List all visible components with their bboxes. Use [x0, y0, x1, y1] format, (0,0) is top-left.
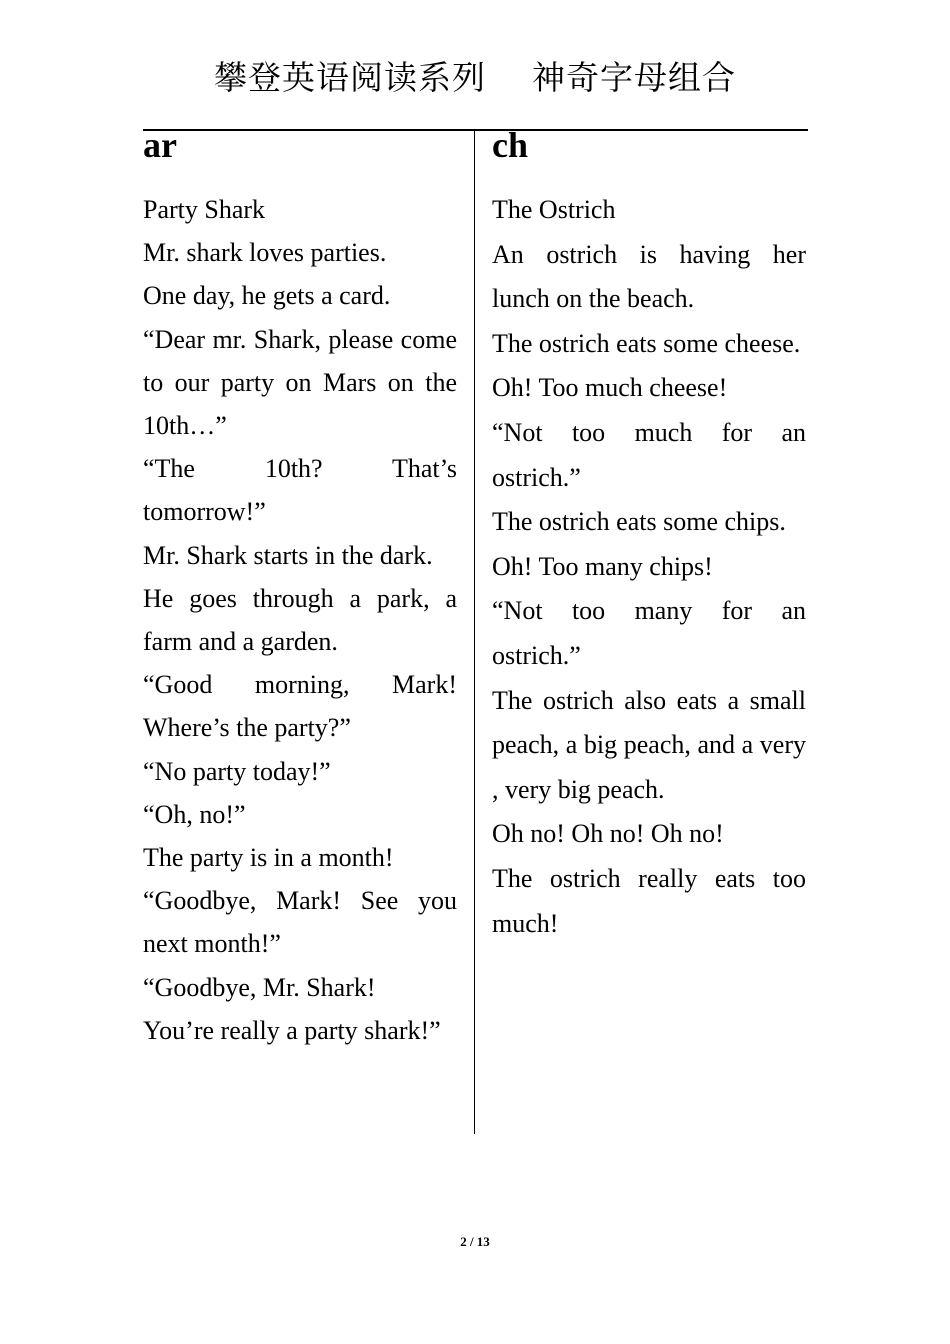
story-line: Mr. Shark starts in the dark.: [143, 540, 433, 570]
story-line: “Goodbye, Mark! See you next month!”: [143, 886, 457, 959]
story-the-ostrich: [492, 188, 806, 946]
story-line: “Not too many for an ostrich.”: [492, 596, 806, 670]
story-line: Oh no! Oh no! Oh no!: [492, 819, 724, 849]
story-line: “Oh, no!”: [143, 799, 246, 829]
column-ar: [143, 125, 457, 1052]
two-column-table: [143, 125, 808, 1134]
story-line: One day, he gets a card.: [143, 281, 391, 311]
story-line: “Dear mr. Shark, please come to our party on Mars on the 10th…”: [143, 324, 457, 441]
story-line: “Not too much for an ostrich.”: [492, 417, 806, 492]
story-line: The ostrich really eats too much!: [492, 863, 806, 938]
story-line: The ostrich also eats a small peach, a big peach, and a very , very big peach.: [492, 685, 806, 804]
story-line: Oh! Too many chips!: [492, 551, 713, 581]
story-line: “Good morning, Mark! Where’s the party?”: [143, 670, 457, 743]
column-heading-ar: ar: [143, 125, 177, 165]
column-heading-ch: ch: [492, 125, 528, 165]
story-title: Party Shark: [143, 195, 266, 224]
story-line: Oh! Too much cheese!: [492, 373, 728, 403]
story-party-shark: [143, 188, 457, 1052]
story-line: The ostrich eats some chips.: [492, 507, 786, 537]
story-title: The Ostrich: [492, 195, 616, 224]
story-line: You’re really a party shark!”: [143, 1015, 441, 1045]
page-number: 2 / 13: [460, 1234, 490, 1249]
story-line: Mr. shark loves parties.: [143, 238, 387, 268]
story-line: An ostrich is having her lunch on the beach.: [492, 239, 806, 314]
story-line: He goes through a park, a farm and a garden.: [143, 583, 457, 657]
story-line: The ostrich eats some cheese.: [492, 328, 801, 358]
column-ch: [492, 125, 806, 946]
column-divider: [474, 131, 475, 1134]
story-line: “Goodbye, Mr. Shark!: [143, 972, 376, 1002]
page-title: 攀登英语阅读系列 神奇字母组合: [214, 58, 736, 97]
story-line: “The 10th? That’s tomorrow!”: [143, 454, 457, 527]
story-line: The party is in a month!: [143, 843, 394, 873]
story-line: “No party today!”: [143, 756, 331, 786]
